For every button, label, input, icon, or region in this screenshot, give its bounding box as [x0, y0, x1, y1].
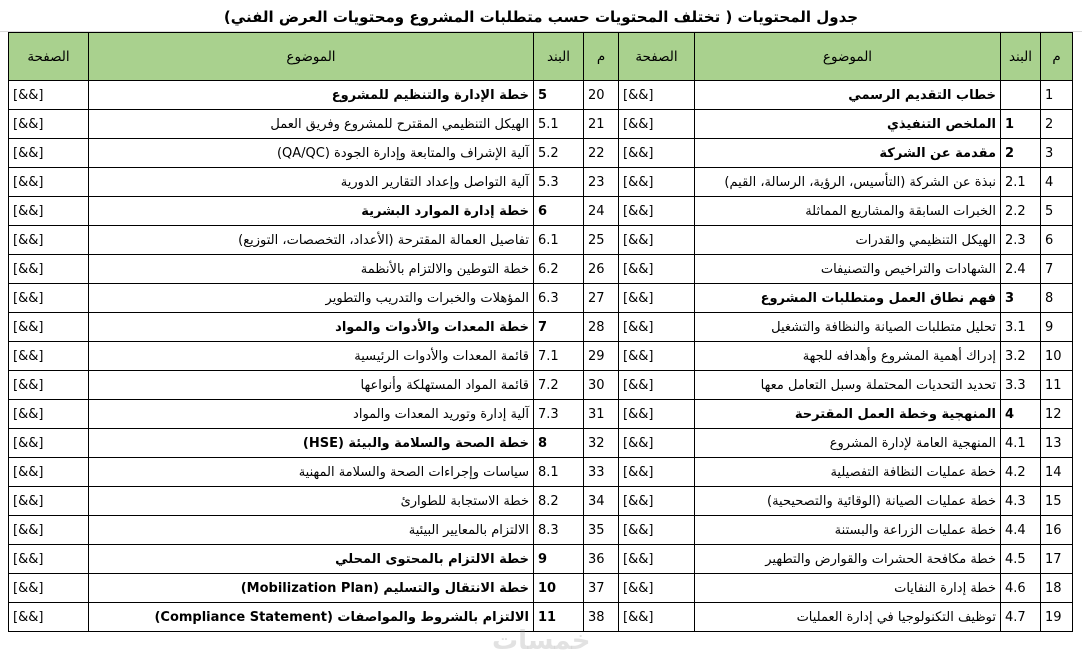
left-cell-page[interactable]: [&&] [9, 284, 89, 313]
left-cell-page[interactable]: [&&] [9, 545, 89, 574]
right-cell-item[interactable]: 3.1 [1001, 313, 1041, 342]
right-cell-m[interactable]: 14 [1041, 458, 1073, 487]
right-cell-item[interactable]: 3 [1001, 284, 1041, 313]
header-m[interactable]: م [584, 33, 619, 81]
left-cell-item[interactable]: 6.3 [534, 284, 584, 313]
left-cell-topic[interactable]: الهيكل التنظيمي المقترح للمشروع وفريق العمل [89, 110, 534, 139]
left-cell-topic[interactable]: آلية الإشراف والمتابعة وإدارة الجودة (QA/QC) [89, 139, 534, 168]
left-cell-m[interactable]: 35 [584, 516, 619, 545]
left-cell-topic[interactable]: خطة إدارة الموارد البشرية [89, 197, 534, 226]
header-m[interactable]: م [1041, 33, 1073, 81]
table-header-row [9, 33, 1073, 81]
right-cell-topic[interactable]: الشهادات والتراخيص والتصنيفات [695, 255, 1001, 284]
right-cell-m[interactable]: 10 [1041, 342, 1073, 371]
left-cell-m[interactable]: 32 [584, 429, 619, 458]
left-cell-page[interactable]: [&&] [9, 429, 89, 458]
header-topic[interactable]: الموضوع [695, 33, 1001, 81]
right-cell-m[interactable]: 11 [1041, 371, 1073, 400]
right-cell-page[interactable]: [&&] [619, 516, 695, 545]
left-cell-page[interactable]: [&&] [9, 516, 89, 545]
right-cell-item[interactable]: 4.1 [1001, 429, 1041, 458]
right-cell-topic[interactable]: خطة إدارة النفايات [695, 574, 1001, 603]
left-cell-item[interactable]: 5.1 [534, 110, 584, 139]
right-cell-topic[interactable]: خطة مكافحة الحشرات والقوارض والتطهير [695, 545, 1001, 574]
left-cell-page[interactable]: [&&] [9, 81, 89, 110]
left-cell-page[interactable]: [&&] [9, 226, 89, 255]
right-cell-item[interactable]: 4.2 [1001, 458, 1041, 487]
table-row [9, 197, 1073, 226]
right-cell-page[interactable]: [&&] [619, 371, 695, 400]
left-cell-page[interactable]: [&&] [9, 371, 89, 400]
right-cell-m[interactable]: 17 [1041, 545, 1073, 574]
left-cell-topic[interactable]: خطة المعدات والأدوات والمواد [89, 313, 534, 342]
left-cell-item[interactable]: 11 [534, 603, 584, 632]
header-item[interactable]: البند [1001, 33, 1041, 81]
table-row [9, 139, 1073, 168]
right-cell-item[interactable]: 3.2 [1001, 342, 1041, 371]
table-row [9, 342, 1073, 371]
watermark: خمسات [492, 626, 591, 656]
right-cell-topic[interactable]: خطة عمليات الصيانة (الوقائية والتصحيحية) [695, 487, 1001, 516]
left-cell-topic[interactable]: خطة الالتزام بالمحتوى المحلي [89, 545, 534, 574]
table-row [9, 284, 1073, 313]
left-cell-page[interactable]: [&&] [9, 110, 89, 139]
left-cell-m[interactable]: 20 [584, 81, 619, 110]
left-cell-item[interactable]: 8 [534, 429, 584, 458]
left-cell-item[interactable]: 7.3 [534, 400, 584, 429]
right-cell-m[interactable]: 12 [1041, 400, 1073, 429]
right-cell-m[interactable]: 18 [1041, 574, 1073, 603]
left-cell-m[interactable]: 24 [584, 197, 619, 226]
right-cell-topic[interactable]: الملخص التنفيذي [695, 110, 1001, 139]
right-cell-page[interactable]: [&&] [619, 255, 695, 284]
left-cell-item[interactable]: 6.1 [534, 226, 584, 255]
left-cell-m[interactable]: 29 [584, 342, 619, 371]
right-cell-item[interactable]: 2.3 [1001, 226, 1041, 255]
right-cell-page[interactable]: [&&] [619, 545, 695, 574]
right-cell-m[interactable]: 3 [1041, 139, 1073, 168]
left-cell-item[interactable]: 7 [534, 313, 584, 342]
right-cell-topic[interactable]: تحديد التحديات المحتملة وسبل التعامل معها [695, 371, 1001, 400]
right-cell-m[interactable]: 4 [1041, 168, 1073, 197]
left-cell-m[interactable]: 36 [584, 545, 619, 574]
table-row [9, 487, 1073, 516]
right-cell-item[interactable]: 4.7 [1001, 603, 1041, 632]
right-cell-item[interactable]: 3.3 [1001, 371, 1041, 400]
right-cell-m[interactable]: 2 [1041, 110, 1073, 139]
header-page[interactable]: الصفحة [619, 33, 695, 81]
table-row [9, 429, 1073, 458]
left-cell-m[interactable]: 38 [584, 603, 619, 632]
left-cell-m[interactable]: 27 [584, 284, 619, 313]
right-cell-topic[interactable]: نبذة عن الشركة (التأسيس، الرؤية، الرسالة، القيم) [695, 168, 1001, 197]
left-cell-page[interactable]: [&&] [9, 603, 89, 632]
right-cell-m[interactable]: 1 [1041, 81, 1073, 110]
right-cell-page[interactable]: [&&] [619, 313, 695, 342]
left-cell-topic[interactable]: خطة الإدارة والتنظيم للمشروع [89, 81, 534, 110]
right-cell-page[interactable]: [&&] [619, 458, 695, 487]
right-cell-item[interactable]: 2.2 [1001, 197, 1041, 226]
left-cell-topic[interactable]: المؤهلات والخبرات والتدريب والتطوير [89, 284, 534, 313]
left-cell-m[interactable]: 23 [584, 168, 619, 197]
left-cell-m[interactable]: 37 [584, 574, 619, 603]
right-cell-m[interactable]: 13 [1041, 429, 1073, 458]
table-row [9, 313, 1073, 342]
right-cell-topic[interactable]: المنهجية وخطة العمل المقترحة [695, 400, 1001, 429]
left-cell-item[interactable]: 6.2 [534, 255, 584, 284]
right-cell-m[interactable]: 9 [1041, 313, 1073, 342]
left-cell-item[interactable]: 7.2 [534, 371, 584, 400]
left-cell-m[interactable]: 31 [584, 400, 619, 429]
table-row [9, 371, 1073, 400]
left-cell-page[interactable]: [&&] [9, 139, 89, 168]
left-cell-topic[interactable]: آلية إدارة وتوريد المعدات والمواد [89, 400, 534, 429]
right-cell-item[interactable]: 2.4 [1001, 255, 1041, 284]
right-cell-topic[interactable]: المنهجية العامة لإدارة المشروع [695, 429, 1001, 458]
right-cell-item[interactable]: 4.5 [1001, 545, 1041, 574]
right-cell-topic[interactable]: مقدمة عن الشركة [695, 139, 1001, 168]
table-row [9, 516, 1073, 545]
right-cell-m[interactable]: 16 [1041, 516, 1073, 545]
right-cell-page[interactable]: [&&] [619, 400, 695, 429]
right-cell-page[interactable]: [&&] [619, 284, 695, 313]
left-cell-topic[interactable]: خطة الاستجابة للطوارئ [89, 487, 534, 516]
left-cell-item[interactable]: 8.1 [534, 458, 584, 487]
left-cell-item[interactable]: 5 [534, 81, 584, 110]
table-row [9, 400, 1073, 429]
toc-table [8, 32, 1073, 632]
right-cell-page[interactable]: [&&] [619, 487, 695, 516]
left-cell-item[interactable]: 6 [534, 197, 584, 226]
right-cell-page[interactable]: [&&] [619, 110, 695, 139]
right-cell-item[interactable]: 4.4 [1001, 516, 1041, 545]
header-page[interactable]: الصفحة [9, 33, 89, 81]
left-cell-m[interactable]: 21 [584, 110, 619, 139]
table-row [9, 603, 1073, 632]
left-cell-page[interactable]: [&&] [9, 168, 89, 197]
left-cell-topic[interactable]: سياسات وإجراءات الصحة والسلامة المهنية [89, 458, 534, 487]
left-cell-m[interactable]: 30 [584, 371, 619, 400]
left-cell-item[interactable]: 8.3 [534, 516, 584, 545]
right-cell-page[interactable]: [&&] [619, 139, 695, 168]
left-cell-topic[interactable]: تفاصيل العمالة المقترحة (الأعداد، التخصصات، التوزيع) [89, 226, 534, 255]
header-topic[interactable]: الموضوع [89, 33, 534, 81]
left-cell-topic[interactable]: خطة التوطين والالتزام بالأنظمة [89, 255, 534, 284]
left-cell-item[interactable]: 9 [534, 545, 584, 574]
left-cell-m[interactable]: 22 [584, 139, 619, 168]
right-cell-page[interactable]: [&&] [619, 603, 695, 632]
right-cell-item[interactable]: 2.1 [1001, 168, 1041, 197]
left-cell-page[interactable]: [&&] [9, 574, 89, 603]
left-cell-page[interactable]: [&&] [9, 487, 89, 516]
page-title: جدول المحتويات ( تختلف المحتويات حسب متطلبات المشروع ومحتويات العرض الفني) [223, 8, 859, 26]
right-cell-topic[interactable]: خطة عمليات النظافة التفصيلية [695, 458, 1001, 487]
right-cell-page[interactable]: [&&] [619, 197, 695, 226]
left-cell-topic[interactable]: قائمة المواد المستهلكة وأنواعها [89, 371, 534, 400]
left-cell-m[interactable]: 33 [584, 458, 619, 487]
table-body [9, 81, 1073, 632]
left-cell-m[interactable]: 26 [584, 255, 619, 284]
left-cell-page[interactable]: [&&] [9, 197, 89, 226]
right-cell-m[interactable]: 19 [1041, 603, 1073, 632]
left-cell-topic[interactable]: آلية التواصل وإعداد التقارير الدورية [89, 168, 534, 197]
left-cell-topic[interactable]: الالتزام بالمعايير البيئية [89, 516, 534, 545]
left-cell-topic[interactable]: خطة الانتقال والتسليم (Mobilization Plan) [89, 574, 534, 603]
right-cell-m[interactable]: 8 [1041, 284, 1073, 313]
right-cell-page[interactable]: [&&] [619, 168, 695, 197]
right-cell-topic[interactable]: الهيكل التنظيمي والقدرات [695, 226, 1001, 255]
left-cell-page[interactable]: [&&] [9, 400, 89, 429]
right-cell-item[interactable]: 4.6 [1001, 574, 1041, 603]
table-row [9, 226, 1073, 255]
right-cell-topic[interactable]: تحليل متطلبات الصيانة والنظافة والتشغيل [695, 313, 1001, 342]
left-cell-topic[interactable]: قائمة المعدات والأدوات الرئيسية [89, 342, 534, 371]
right-cell-m[interactable]: 15 [1041, 487, 1073, 516]
left-cell-item[interactable]: 5.2 [534, 139, 584, 168]
left-cell-m[interactable]: 25 [584, 226, 619, 255]
right-cell-item[interactable]: 4 [1001, 400, 1041, 429]
right-cell-topic[interactable]: فهم نطاق العمل ومتطلبات المشروع [695, 284, 1001, 313]
table-row [9, 110, 1073, 139]
right-cell-topic[interactable]: الخبرات السابقة والمشاريع المماثلة [695, 197, 1001, 226]
right-cell-topic[interactable]: خطاب التقديم الرسمي [695, 81, 1001, 110]
table-row [9, 545, 1073, 574]
left-cell-page[interactable]: [&&] [9, 255, 89, 284]
left-cell-page[interactable]: [&&] [9, 342, 89, 371]
left-cell-item[interactable]: 8.2 [534, 487, 584, 516]
right-cell-topic[interactable]: توظيف التكنولوجيا في إدارة العمليات [695, 603, 1001, 632]
right-cell-page[interactable]: [&&] [619, 342, 695, 371]
right-cell-topic[interactable]: إدراك أهمية المشروع وأهدافه للجهة [695, 342, 1001, 371]
left-cell-topic[interactable]: الالتزام بالشروط والمواصفات (Compliance Statement) [89, 603, 534, 632]
right-cell-topic[interactable]: خطة عمليات الزراعة والبستنة [695, 516, 1001, 545]
left-cell-item[interactable]: 5.3 [534, 168, 584, 197]
left-cell-topic[interactable]: خطة الصحة والسلامة والبيئة (HSE) [89, 429, 534, 458]
left-cell-item[interactable]: 10 [534, 574, 584, 603]
right-cell-item[interactable] [1001, 81, 1041, 110]
left-cell-page[interactable]: [&&] [9, 458, 89, 487]
right-cell-m[interactable]: 5 [1041, 197, 1073, 226]
right-cell-m[interactable]: 6 [1041, 226, 1073, 255]
right-cell-page[interactable]: [&&] [619, 429, 695, 458]
right-cell-m[interactable]: 7 [1041, 255, 1073, 284]
table-row [9, 81, 1073, 110]
right-cell-page[interactable]: [&&] [619, 81, 695, 110]
right-cell-page[interactable]: [&&] [619, 226, 695, 255]
right-cell-page[interactable]: [&&] [619, 574, 695, 603]
header-item[interactable]: البند [534, 33, 584, 81]
table-row [9, 458, 1073, 487]
right-cell-item[interactable]: 1 [1001, 110, 1041, 139]
right-cell-item[interactable]: 2 [1001, 139, 1041, 168]
table-row [9, 168, 1073, 197]
left-cell-item[interactable]: 7.1 [534, 342, 584, 371]
table-row [9, 574, 1073, 603]
table-row [9, 255, 1073, 284]
right-cell-item[interactable]: 4.3 [1001, 487, 1041, 516]
left-cell-m[interactable]: 28 [584, 313, 619, 342]
left-cell-page[interactable]: [&&] [9, 313, 89, 342]
left-cell-m[interactable]: 34 [584, 487, 619, 516]
